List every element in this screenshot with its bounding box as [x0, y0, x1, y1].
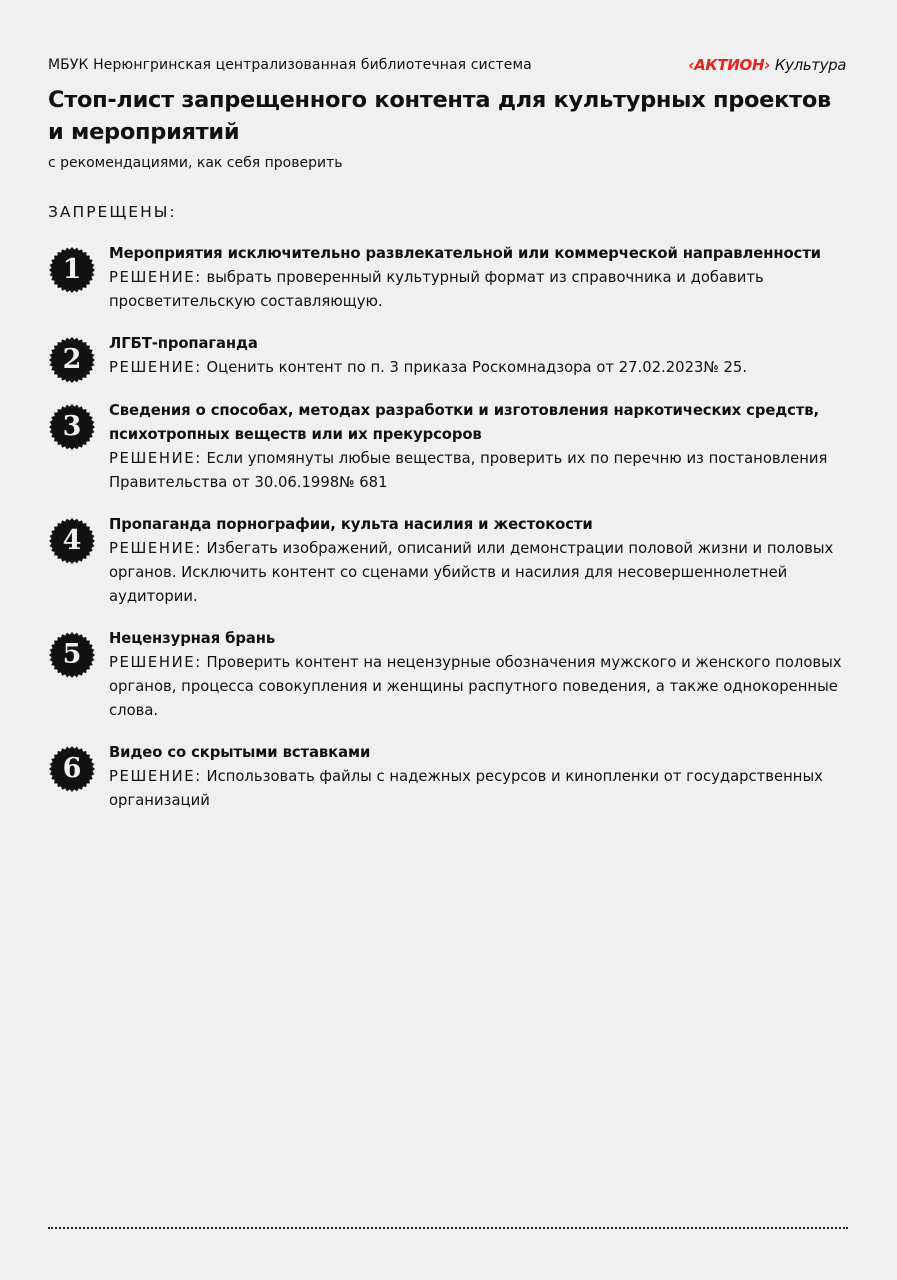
solution-label: РЕШЕНИЕ: — [109, 359, 202, 376]
item-solution — [109, 651, 848, 723]
item-solution — [109, 447, 848, 495]
number-badge-icon — [48, 246, 96, 294]
logo-culture: Культура — [774, 56, 846, 74]
list-item — [48, 627, 848, 723]
solution-label: РЕШЕНИЕ: — [109, 768, 202, 785]
number-badge-icon — [48, 745, 96, 793]
bottom-divider — [48, 1227, 848, 1229]
item-heading: Нецензурная брань — [109, 630, 276, 647]
organization-name: МБУК Нерюнгринская централизованная библиотечная система — [48, 57, 532, 73]
solution-label: РЕШЕНИЕ: — [109, 540, 202, 557]
logo-brand: ‹АКТИОН› — [688, 56, 771, 74]
solution-text: Если упомянуты любые вещества, проверить их по перечню из постановления Правительства от 30.06.1998№ 681 — [109, 450, 828, 491]
solution-text: выбрать проверенный культурный формат из справочника и добавить просветительскую составляющую. — [109, 269, 764, 310]
badge-number: 6 — [62, 753, 82, 784]
badge-number: 2 — [62, 344, 82, 375]
item-solution — [109, 537, 848, 609]
list-item — [48, 332, 848, 380]
solution-text: Избегать изображений, описаний или демонстрации половой жизни и половых органов. Исключить контент со сценами убийств и насилия для несовершеннолетней аудитории. — [109, 540, 834, 605]
item-heading: Видео со скрытыми вставками — [109, 744, 371, 761]
solution-label: РЕШЕНИЕ: — [109, 269, 202, 286]
item-heading: Мероприятия исключительно развлекательной или коммерческой направленности — [109, 245, 821, 262]
item-solution — [109, 765, 848, 813]
badge-number: 3 — [62, 411, 82, 442]
number-badge-icon — [48, 517, 96, 565]
solution-text: Оценить контент по п. 3 приказа Роскомнадзора от 27.02.2023№ 25. — [206, 359, 748, 376]
aktion-culture-logo — [688, 56, 846, 74]
badge-number: 1 — [62, 254, 82, 285]
item-heading: Сведения о способах, методах разработки и изготовления наркотических средств, психотропных веществ или их прекурсоров — [109, 402, 820, 443]
list-item — [48, 242, 848, 314]
solution-text: Использовать файлы с надежных ресурсов и кинопленки от государственных организаций — [109, 768, 823, 809]
number-badge-icon — [48, 631, 96, 679]
list-item — [48, 741, 848, 813]
badge-number: 5 — [62, 639, 82, 670]
list-item — [48, 399, 848, 495]
number-badge-icon — [48, 403, 96, 451]
item-solution — [109, 356, 848, 380]
section-label: ЗАПРЕЩЕНЫ: — [48, 203, 177, 221]
item-solution — [109, 266, 848, 314]
page-subtitle: с рекомендациями, как себя проверить — [48, 155, 343, 171]
list-item — [48, 513, 848, 609]
item-heading: ЛГБТ-пропаганда — [109, 335, 258, 352]
page-title: Стоп-лист запрещенного контента для культурных проектов и мероприятий — [48, 87, 831, 145]
solution-label: РЕШЕНИЕ: — [109, 450, 202, 467]
badge-number: 4 — [62, 525, 82, 556]
number-badge-icon — [48, 336, 96, 384]
solution-text: Проверить контент на нецензурные обозначения мужского и женского половых органов, процесса совокупления и женщины распутного поведения, а также однокоренные слова. — [109, 654, 842, 719]
solution-label: РЕШЕНИЕ: — [109, 654, 202, 671]
item-heading: Пропаганда порнографии, культа насилия и жестокости — [109, 516, 593, 533]
